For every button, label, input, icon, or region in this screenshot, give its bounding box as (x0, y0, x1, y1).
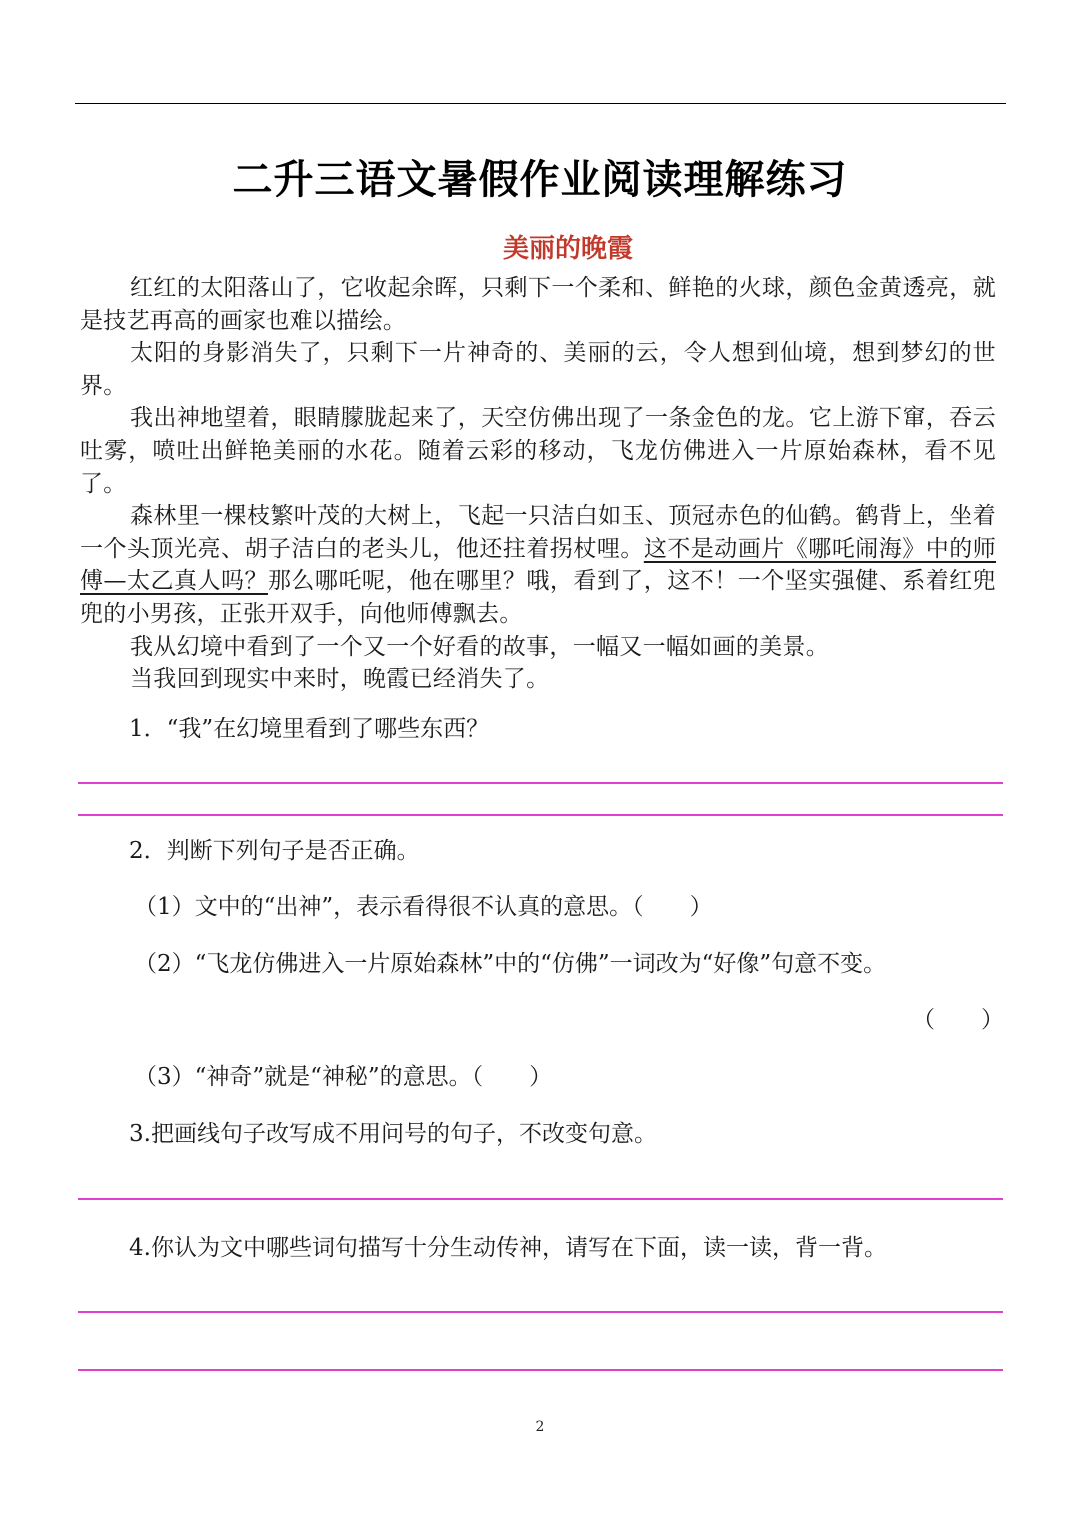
header-rule (75, 103, 1006, 104)
page-number: 2 (535, 1419, 545, 1435)
paragraph-4-end: 那么哪吒呢，他在哪里？哦，看到了，这不！一个坚实强健、系着红兜兜的小男孩，正张开双手，向他师傅飘去。 (80, 568, 996, 627)
question-2-item-2-blank[interactable]: （ ） (912, 1007, 1004, 1033)
answer-line-4a[interactable] (78, 1311, 1003, 1313)
paragraph-3: 我出神地望着，眼睛朦胧起来了，天空仿佛出现了一条金色的龙。它上游下窜，吞云吐雾，喷吐出鲜艳美丽的水花。随着云彩的移动，飞龙仿佛进入一片原始森林，看不见了。 (80, 405, 996, 497)
paragraph-6: 当我回到现实中来时，晚霞已经消失了。 (130, 666, 550, 693)
answer-line-3[interactable] (78, 1198, 1003, 1200)
underlined-sentence: 这不是动画片《哪吒闹海》中的师傅—太乙真人吗？ (80, 535, 997, 595)
passage-title: 美丽的晚霞 (502, 234, 633, 264)
question-2: 2．判断下列句子是否正确。 (129, 838, 420, 864)
paragraph-5: 我从幻境中看到了一个又一个好看的故事，一幅又一幅如画的美景。 (130, 633, 829, 660)
answer-line-1b[interactable] (78, 814, 1003, 816)
reading-passage (80, 272, 996, 696)
answer-line-4b[interactable] (78, 1369, 1003, 1371)
answer-line-1a[interactable] (78, 782, 1003, 784)
page-title: 二升三语文暑假作业阅读理解练习 (232, 157, 848, 203)
question-2-item-2: （2）“飞龙仿佛进入一片原始森林”中的“仿佛”一词改为“好像”句意不变。 (134, 951, 887, 977)
paragraph-4 (80, 500, 996, 630)
question-2-item-3: （3）“神奇”就是“神秘”的意思。（ ） (134, 1064, 553, 1090)
paragraph-2: 太阳的身影消失了，只剩下一片神奇的、美丽的云，令人想到仙境，想到梦幻的世界。 (80, 340, 996, 399)
paragraph-4-start: 森林里一棵枝繁叶茂的大树上，飞起一只洁白如玉、顶冠赤色的仙鹤。鹤背上，坐着一个头顶光亮、胡子洁白的老头儿，他还拄着拐杖哩。 (80, 503, 996, 562)
question-4: 4.你认为文中哪些词句描写十分生动传神，请写在下面，读一读，背一背。 (129, 1235, 887, 1261)
question-3: 3.把画线句子改写成不用问号的句子，不改变句意。 (129, 1121, 657, 1147)
question-2-item-1: （1）文中的“出神”，表示看得很不认真的意思。（ ） (134, 894, 713, 920)
question-1: 1．“我”在幻境里看到了哪些东西？ (129, 716, 490, 742)
paragraph-1: 红红的太阳落山了，它收起余晖，只剩下一个柔和、鲜艳的火球，颜色金黄透亮，就是技艺再高的画家也难以描绘。 (80, 275, 996, 334)
